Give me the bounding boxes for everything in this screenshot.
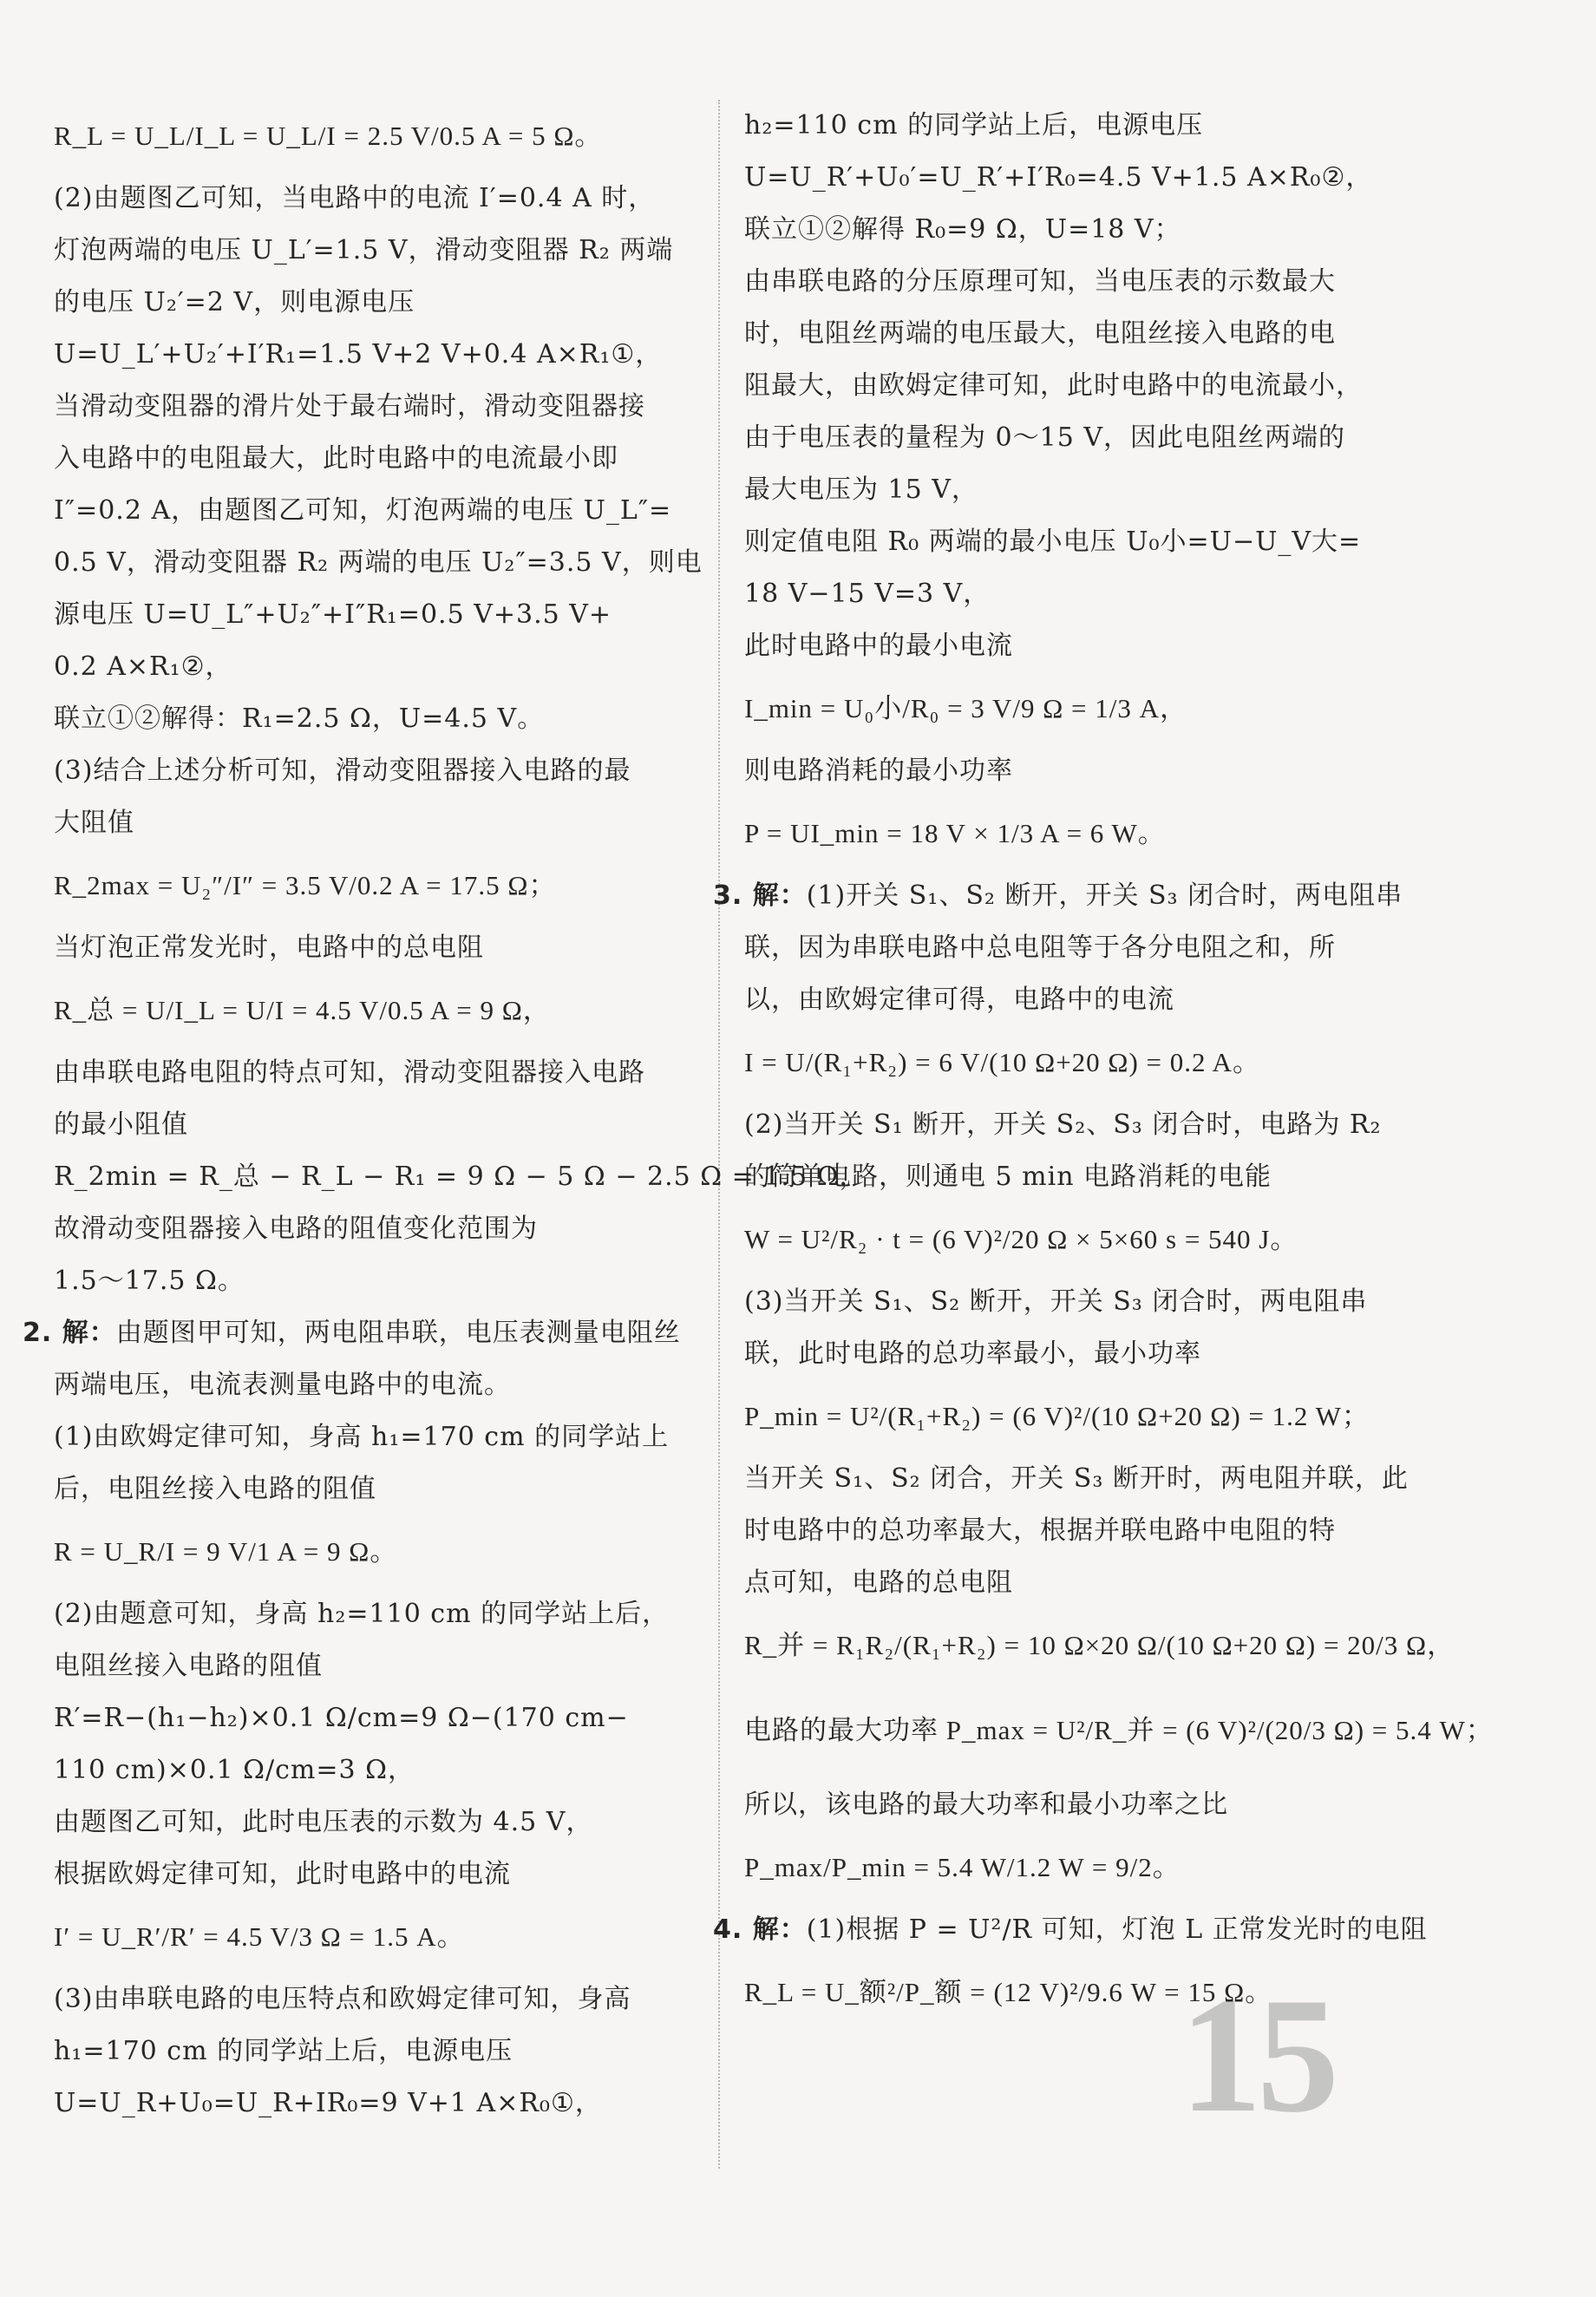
text-line: I = U/(R₁+R₂) = 6 V/(10 Ω+20 Ω) = 0.2 A。 [744, 1047, 1260, 1077]
text-line: (3)当开关 S₁、S₂ 断开，开关 S₃ 闭合时，两电阻串 [744, 1286, 1368, 1317]
page-number: 15 [1180, 1965, 1334, 2147]
text-line: (3)由串联电路的电压特点和欧姆定律可知，身高 [54, 1984, 631, 2014]
answer-text: (1)根据 P = U²/R 可知，灯泡 L 正常发光时的电阻 [806, 1914, 1428, 1945]
text-line: 的电压 U₂′=2 V，则电源电压 [54, 287, 415, 317]
text-line: 所以，该电路的最大功率和最小功率之比 [744, 1790, 1228, 1820]
text-line: (2)由题意可知，身高 h₂=110 cm 的同学站上后， [54, 1599, 670, 1629]
text-line: I′ = U_R′/R′ = 4.5 V/3 Ω = 1.5 A。 [54, 1921, 465, 1952]
text-line: 时电路中的总功率最大，根据并联电路中电阻的特 [744, 1515, 1336, 1546]
text-line: R′=R−(h₁−h₂)×0.1 Ω/cm=9 Ω−(170 cm− [54, 1703, 629, 1733]
text-line: R_2min = R_总 − R_L − R₁ = 9 Ω − 5 Ω − 2.5 Ω = 1.5 Ω， [54, 1162, 867, 1192]
text-line: P_min = U²/(R₁+R₂) = (6 V)²/(10 Ω+20 Ω) = 1.2 W； [744, 1401, 1370, 1431]
text-line: 联立①②解得：R₁=2.5 Ω，U=4.5 V。 [54, 703, 545, 734]
text-line: 的最小阻值 [54, 1109, 188, 1140]
text-line: R = U_R/I = 9 V/1 A = 9 Ω。 [54, 1536, 398, 1567]
text-line: 当滑动变阻器的滑片处于最右端时，滑动变阻器接 [54, 391, 645, 422]
text-line: h₁=170 cm 的同学站上后，电源电压 [54, 2036, 513, 2066]
question-number: 2. 解： [23, 1318, 116, 1348]
text-line: 以，由欧姆定律可得，电路中的电流 [744, 985, 1174, 1015]
text-line: 由题图乙可知，此时电压表的示数为 4.5 V， [54, 1807, 593, 1837]
text-line: 源电压 U=U_L″+U₂″+I″R₁=0.5 V+3.5 V+ [54, 599, 612, 630]
text-line: 0.2 A×R₁②， [54, 651, 232, 682]
text-line: I″=0.2 A，由题图乙可知，灯泡两端的电压 U_L″= [54, 495, 672, 526]
text-line: I_min = U₀小/R₀ = 3 V/9 Ω = 1/3 A， [744, 693, 1188, 723]
text-line: 两端电压，电流表测量电路中的电流。 [54, 1370, 511, 1400]
text-line: 时，电阻丝两端的电压最大，电阻丝接入电路的电 [744, 318, 1336, 349]
text-line: R_L = U_L/I_L = U_L/I = 2.5 V/0.5 A = 5 Ω。 [54, 121, 603, 151]
text-line: 阻最大，由欧姆定律可知，此时电路中的电流最小， [744, 370, 1363, 401]
text-line: (1)由欧姆定律可知，身高 h₁=170 cm 的同学站上 [54, 1422, 670, 1452]
text-line: 联，此时电路的总功率最小，最小功率 [744, 1338, 1201, 1369]
text-line: 点可知，电路的总电阻 [744, 1567, 1013, 1598]
text-line: (2)由题图乙可知，当电路中的电流 I′=0.4 A 时， [54, 183, 656, 213]
text-line [23, 1307, 700, 1359]
text-line: 联，因为串联电路中总电阻等于各分电阻之和，所 [744, 933, 1336, 963]
text-line: 由于电压表的量程为 0～15 V，因此电阻丝两端的 [744, 422, 1345, 453]
text-line: 当灯泡正常发光时，电路中的总电阻 [54, 933, 484, 963]
text-line: 电阻丝接入电路的阻值 [54, 1651, 323, 1681]
text-line: 根据欧姆定律可知，此时电路中的电流 [54, 1859, 511, 1889]
text-line: (2)当开关 S₁ 断开，开关 S₂、S₃ 闭合时，电路为 R₂ [744, 1109, 1382, 1140]
text-line: P = UI_min = 18 V × 1/3 A = 6 W。 [744, 818, 1166, 848]
text-line: 入电路中的电阻最大，此时电路中的电流最小即 [54, 443, 618, 474]
answer-text: (1)开关 S₁、S₂ 断开，开关 S₃ 闭合时，两电阻串 [806, 880, 1403, 911]
text-line: 18 V−15 V=3 V， [744, 579, 991, 609]
text-line: 的简单电路，则通电 5 min 电路消耗的电能 [744, 1162, 1272, 1192]
column-divider [718, 100, 720, 2169]
text-line: U=U_L′+U₂′+I′R₁=1.5 V+2 V+0.4 A×R₁①， [54, 339, 663, 370]
text-line: (3)结合上述分析可知，滑动变阻器接入电路的最 [54, 756, 631, 786]
text-line: R_2max = U₂″/I″ = 3.5 V/0.2 A = 17.5 Ω； [54, 870, 557, 900]
right-column [713, 100, 1494, 2029]
answer-text: 由题图甲可知，两电阻串联，电压表测量电阻丝 [115, 1318, 681, 1348]
question-number: 4. 解： [713, 1914, 807, 1945]
text-line: 联立①②解得 R₀=9 Ω，U=18 V； [744, 214, 1181, 245]
text-line: 110 cm)×0.1 Ω/cm=3 Ω， [54, 1755, 415, 1785]
text-line: 则电路消耗的最小功率 [744, 756, 1013, 786]
text-line: U=U_R′+U₀′=U_R′+I′R₀=4.5 V+1.5 A×R₀②， [744, 162, 1373, 193]
text-line: 由串联电路电阻的特点可知，滑动变阻器接入电路 [54, 1057, 645, 1088]
text-line: 由串联电路的分压原理可知，当电压表的示数最大 [744, 266, 1336, 297]
text-line: h₂=110 cm 的同学站上后，电源电压 [744, 110, 1204, 141]
text-line: R_L = U_额²/P_额 = (12 V)²/9.6 W = 15 Ω。 [744, 1977, 1273, 2007]
text-line: 电路的最大功率 P_max = U²/R_并 = (6 V)²/(20/3 Ω) = 5.4 W； [744, 1715, 1494, 1745]
text-line: 灯泡两端的电压 U_L′=1.5 V，滑动变阻器 R₂ 两端 [54, 235, 674, 265]
text-line: P_max/P_min = 5.4 W/1.2 W = 9/2。 [744, 1852, 1181, 1882]
text-line: W = U²/R₂ · t = (6 V)²/20 Ω × 5×60 s = 540 J。 [744, 1224, 1298, 1254]
text-line: 最大电压为 15 V， [744, 474, 978, 505]
text-line: R_并 = R₁R₂/(R₁+R₂) = 10 Ω×20 Ω/(10 Ω+20 Ω) = 20/3 Ω， [744, 1630, 1455, 1660]
text-line [713, 870, 1429, 922]
text-line: 则定值电阻 R₀ 两端的最小电压 U₀小=U−U_V大= [744, 527, 1362, 557]
text-line: 大阻值 [54, 808, 134, 838]
text-line: 当开关 S₁、S₂ 闭合，开关 S₃ 断开时，两电阻并联，此 [744, 1463, 1409, 1494]
question-number: 3. 解： [713, 880, 807, 911]
text-line: 0.5 V，滑动变阻器 R₂ 两端的电压 U₂″=3.5 V，则电 [54, 547, 703, 578]
text-line: R_总 = U/I_L = U/I = 4.5 V/0.5 A = 9 Ω， [54, 995, 551, 1025]
text-line: 此时电路中的最小电流 [744, 631, 1013, 661]
text-line: 1.5～17.5 Ω。 [54, 1266, 245, 1296]
text-line: 故滑动变阻器接入电路的阻值变化范围为 [54, 1214, 538, 1244]
text-line: 后，电阻丝接入电路的阻值 [54, 1474, 376, 1504]
text-line [713, 1904, 1429, 1956]
text-line: U=U_R+U₀=U_R+IR₀=9 V+1 A×R₀①， [54, 2088, 602, 2118]
